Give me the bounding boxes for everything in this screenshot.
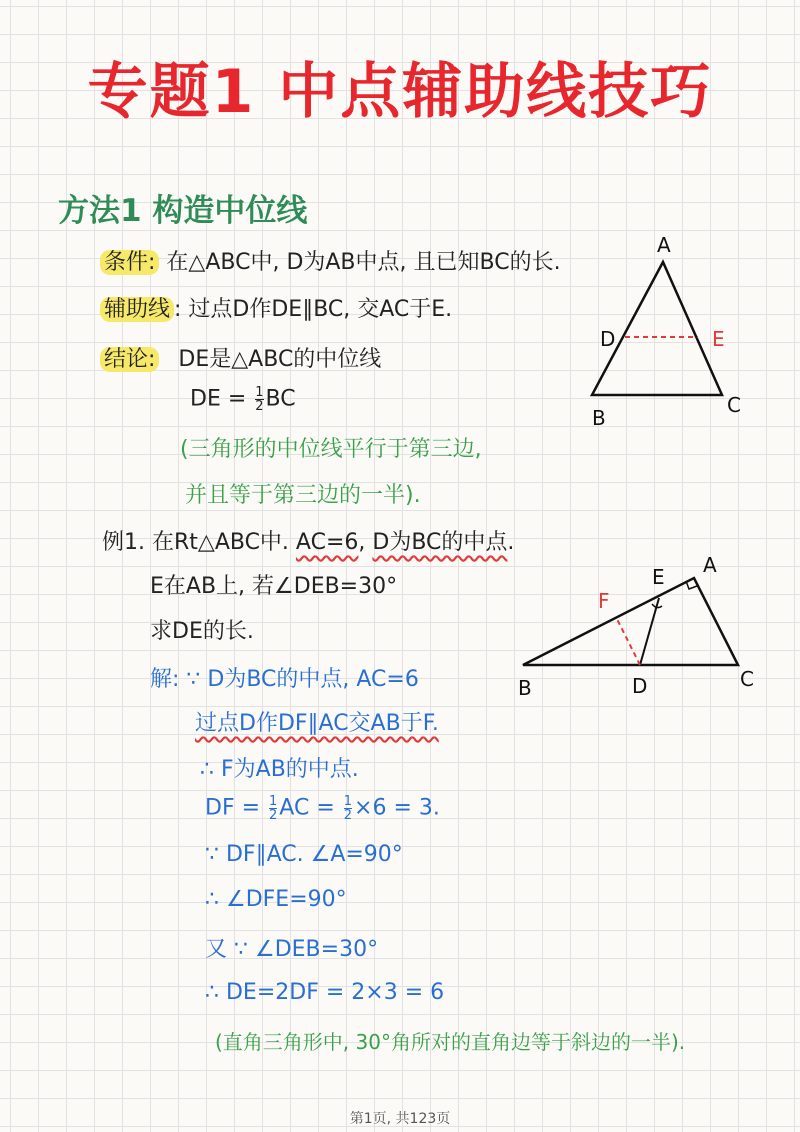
aux-label: 辅助线	[100, 297, 174, 322]
conclusion-text-1: DE是△ABC的中位线	[178, 347, 382, 372]
example-comma: ,	[358, 530, 373, 555]
condition-text: 在△ABC中, D为AB中点, 且已知BC的长.	[159, 250, 561, 275]
example-text-a: 例1. 在Rt△ABC中.	[102, 530, 296, 555]
aux-text: : 过点D作DE∥BC, 交AC于E.	[174, 297, 453, 322]
df-lhs: DF =	[205, 795, 268, 821]
label-b-2: B	[518, 676, 532, 700]
solution-line-3: ∴ F为AB的中点.	[200, 757, 359, 782]
fraction-half-3: $\frac{1}{2}$	[343, 794, 353, 823]
df-mid: AC =	[279, 795, 342, 821]
method-heading: 方法1 构造中位线	[58, 193, 308, 229]
fraction-half: $\frac{1}{2}$	[255, 385, 264, 414]
example-line-3: 求DE的长.	[150, 619, 254, 644]
solution-line-5: ∵ DF∥AC. ∠A=90°	[205, 842, 403, 867]
solution-line-7: 又 ∵ ∠DEB=30°	[205, 937, 379, 962]
label-a: A	[657, 233, 671, 257]
label-d: D	[600, 327, 616, 351]
label-c-2: C	[740, 667, 754, 691]
page-title: 专题1 中点辅助线技巧	[87, 57, 713, 127]
midline-note-2: 并且等于第三边的一半).	[185, 483, 421, 508]
thirty-degree-note: (直角三角形中, 30°角所对的直角边等于斜边的一半).	[215, 1030, 686, 1054]
solution-line-6: ∴ ∠DFE=90°	[205, 887, 347, 912]
label-d-2: D	[632, 674, 648, 698]
label-f: F	[598, 589, 610, 613]
df-rhs: ×6 = 3.	[354, 795, 440, 821]
page-counter: 第1页, 共123页	[349, 1111, 451, 1127]
label-a-2: A	[703, 553, 717, 577]
figure-right-triangle	[518, 553, 754, 700]
conclusion-label: 结论:	[100, 347, 159, 372]
solution-aux: 过点D作DF∥AC交AB于F.	[195, 711, 439, 736]
example-line-2: E在AB上, 若∠DEB=30°	[150, 574, 398, 599]
formula-lhs: DE =	[190, 386, 254, 412]
fraction-half-2: $\frac{1}{2}$	[269, 794, 278, 823]
segment-df	[616, 617, 640, 665]
example-d-midpoint: D为BC的中点	[372, 530, 508, 555]
solution-line-1: 解: ∵ D为BC的中点, AC=6	[150, 667, 419, 692]
solution-line-8: ∴ DE=2DF = 2×3 = 6	[205, 980, 445, 1005]
label-e-2: E	[652, 565, 665, 589]
triangle-abc-2	[523, 578, 738, 665]
example-period: .	[507, 530, 515, 555]
label-e: E	[712, 327, 725, 351]
example-ac: AC=6	[295, 530, 359, 555]
figure-midline-triangle	[592, 233, 741, 430]
midline-note-1: (三角形的中位线平行于第三边,	[180, 437, 482, 462]
condition-label: 条件:	[100, 250, 159, 275]
label-b: B	[592, 406, 606, 430]
formula-rhs: BC	[265, 386, 296, 412]
label-c: C	[727, 393, 741, 417]
